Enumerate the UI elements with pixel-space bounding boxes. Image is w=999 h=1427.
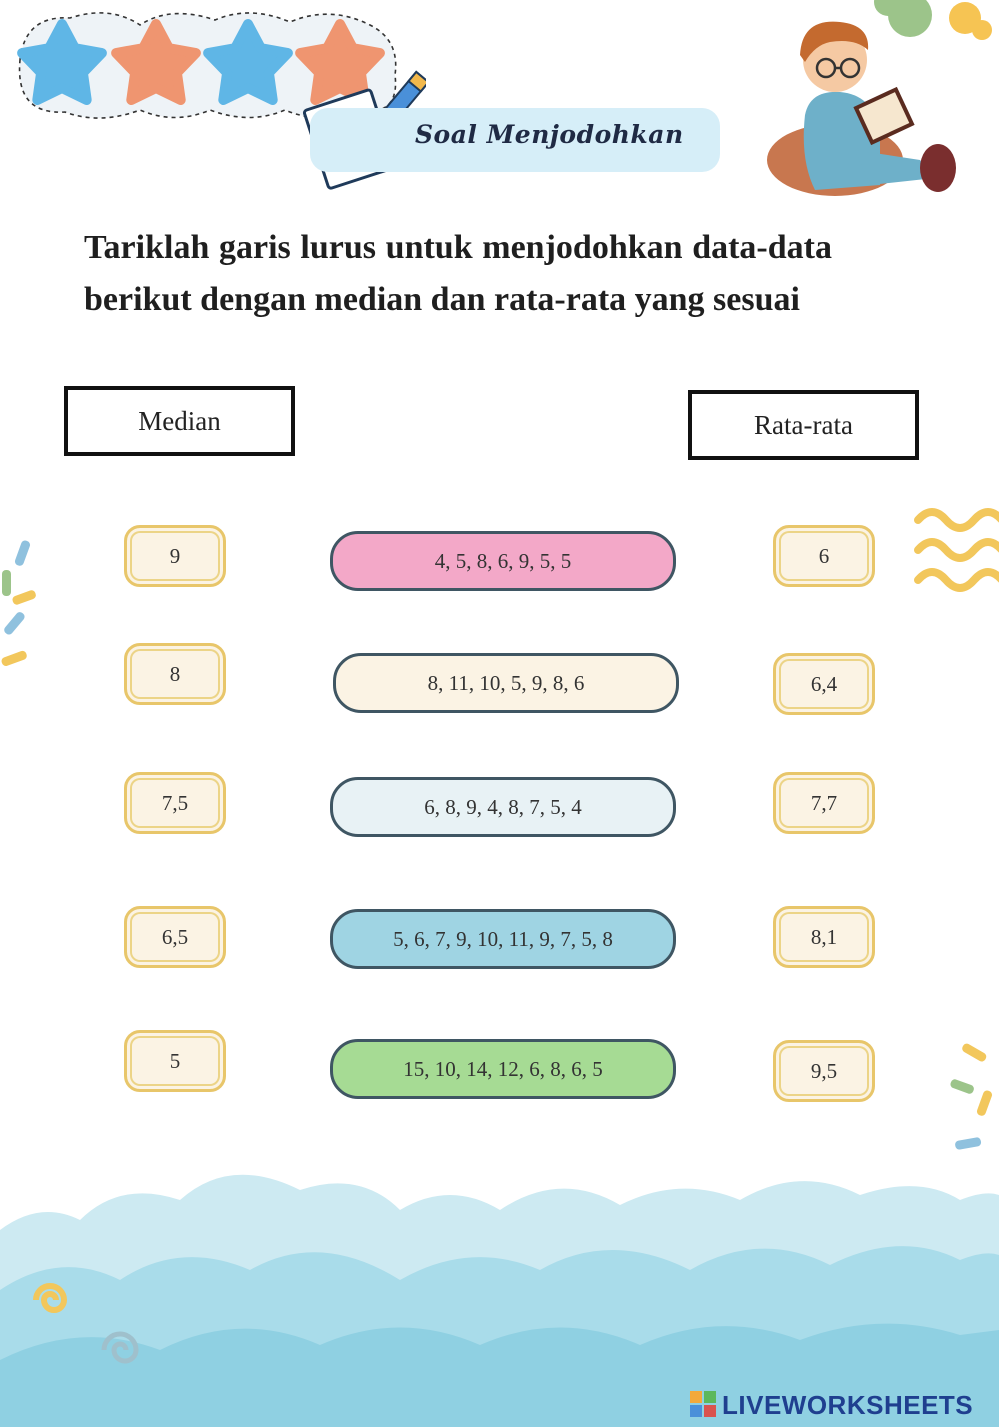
median-label: Median — [138, 405, 221, 436]
cloud-background — [0, 1160, 999, 1427]
median-option[interactable]: 8 — [124, 643, 226, 705]
median-option[interactable]: 5 — [124, 1030, 226, 1092]
mean-label: Rata-rata — [754, 409, 853, 440]
median-option[interactable]: 9 — [124, 525, 226, 587]
data-set-item[interactable]: 6, 8, 9, 4, 8, 7, 5, 4 — [330, 777, 676, 837]
squiggle-decoration — [912, 500, 999, 600]
worksheet-title: Soal Menjodohkan — [415, 120, 684, 149]
data-set-item[interactable]: 5, 6, 7, 9, 10, 11, 9, 7, 5, 8 — [330, 909, 676, 969]
mean-option[interactable]: 6 — [773, 525, 875, 587]
median-option[interactable]: 7,5 — [124, 772, 226, 834]
mean-option[interactable]: 7,7 — [773, 772, 875, 834]
mean-option[interactable]: 9,5 — [773, 1040, 875, 1102]
logo-grid-icon — [690, 1391, 718, 1419]
liveworksheets-logo — [690, 1388, 995, 1422]
data-set-item[interactable]: 4, 5, 8, 6, 9, 5, 5 — [330, 531, 676, 591]
confetti-decoration-left — [0, 530, 50, 670]
boy-reading-illustration — [760, 0, 999, 200]
instructions-text: Tariklah garis lurus untuk menjodohkan data-data berikut dengan median dan rata-rata yang sesuai — [84, 229, 832, 318]
brand-name: LIVEWORKSHEETS — [722, 1389, 974, 1420]
data-set-item[interactable]: 8, 11, 10, 5, 9, 8, 6 — [333, 653, 679, 713]
median-option[interactable]: 6,5 — [124, 906, 226, 968]
mean-column-header — [688, 390, 919, 460]
mean-option[interactable]: 6,4 — [773, 653, 875, 715]
mean-option[interactable]: 8,1 — [773, 906, 875, 968]
data-set-item[interactable]: 15, 10, 14, 12, 6, 8, 6, 5 — [330, 1039, 676, 1099]
confetti-decoration-right — [950, 1020, 999, 1160]
median-column-header — [64, 386, 295, 456]
